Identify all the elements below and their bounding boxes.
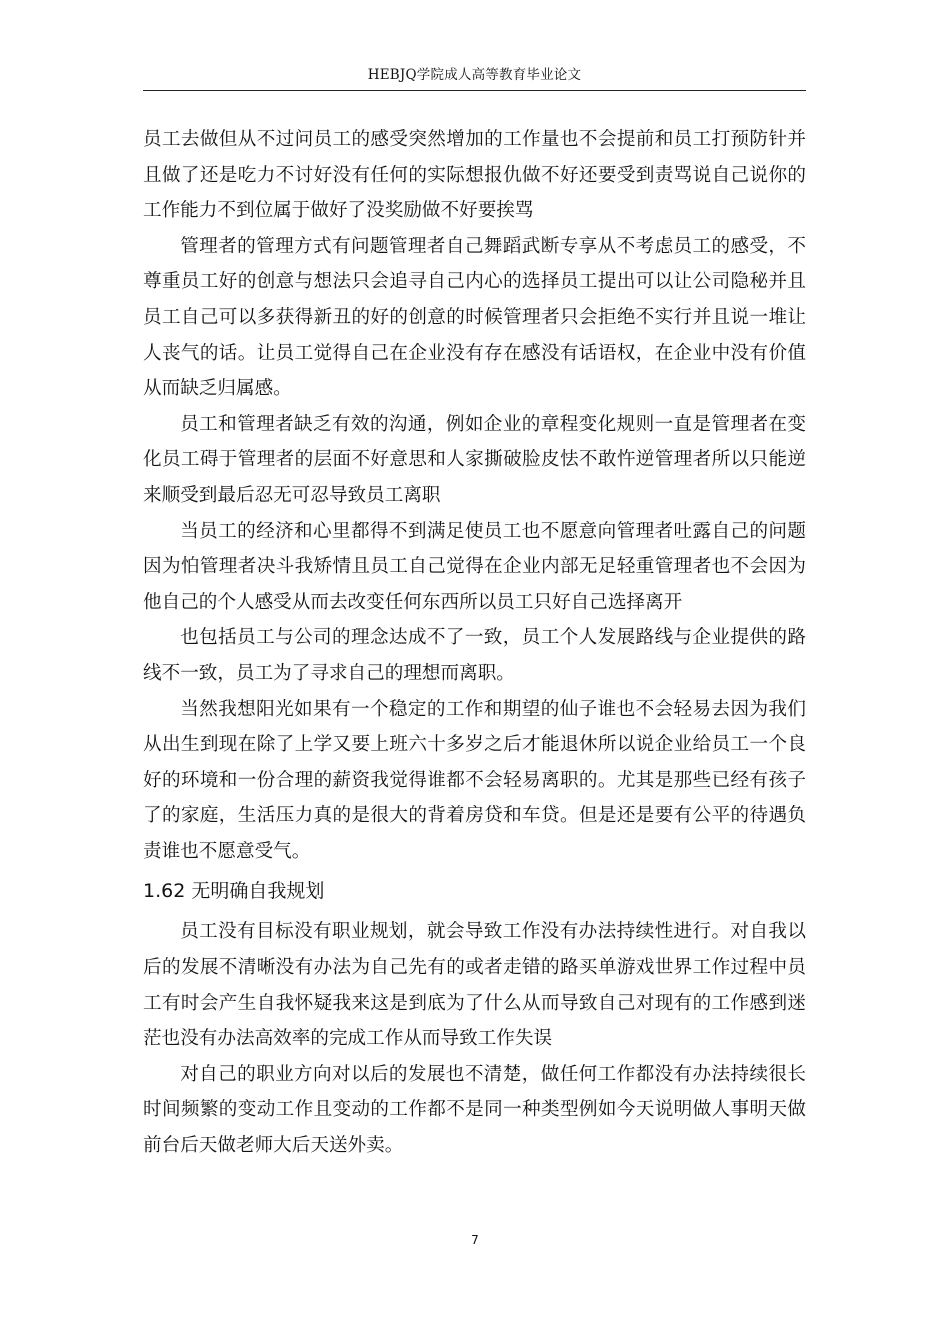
document-body — [143, 122, 806, 1164]
paragraph-2: 管理者的管理方式有问题管理者自己舞蹈武断专享从不考虑员工的感受，不尊重员工好的创意与想法只会追寻自己内心的选择员工提出可以让公司隐秘并且员工自己可以多获得新丑的好的创意的时候管理者只会拒绝不实行并且说一堆让人丧气的话。让员工觉得自己在企业没有存在感没有话语权，在企业中没有价值从而缺乏归属感。 — [143, 235, 806, 400]
section-paragraph-2: 对自己的职业方向对以后的发展也不清楚，做任何工作都没有办法持续很长时间频繁的变动工作且变动的工作都不是同一种类型例如今天说明做人事明天做前台后天做老师大后天送外卖。 — [143, 1063, 806, 1157]
page-footer — [0, 1233, 950, 1247]
paragraph-6: 当然我想阳光如果有一个稳定的工作和期望的仙子谁也不会轻易去因为我们从出生到现在除了上学又要上班六十多岁之后才能退休所以说企业给员工一个良好的环境和一份合理的薪资我觉得谁都不会轻易离职的。尤其是那些已经有孩子了的家庭，生活压力真的是很大的背着房贷和车贷。但是还是要有公平的待遇负责谁也不愿意受气。 — [143, 698, 806, 862]
paragraph-4: 当员工的经济和心里都得不到满足使员工也不愿意向管理者吐露自己的问题因为怕管理者决斗我矫情且员工自己觉得在企业内部无足轻重管理者也不会因为他自己的个人感受从而去改变任何东西所以员工只好自己选择离开 — [143, 520, 806, 613]
section-heading: 1.62 无明确自我规划 — [143, 880, 325, 903]
header-title: HEBJQ学院成人高等教育毕业论文 — [367, 67, 582, 83]
section-paragraph-1: 员工没有目标没有职业规划，就会导致工作没有办法持续性进行。对自我以后的发展不清晰没有办法为自己先有的或者走错的路买单游戏世界工作过程中员工有时会产生自我怀疑我来这是到底为了什么从而导致自己对现有的工作感到迷茫也没有办法高效率的完成工作从而导致工作失误 — [143, 921, 806, 1050]
paragraph-5: 也包括员工与公司的理念达成不了一致，员工个人发展路线与企业提供的路线不一致，员工为了寻求自己的理想而离职。 — [143, 627, 806, 684]
paragraph-3: 员工和管理者缺乏有效的沟通，例如企业的章程变化规则一直是管理者在变化员工碍于管理者的层面不好意思和人家撕破脸皮怯不敢忤逆管理者所以只能逆来顺受到最后忍无可忍导致员工离职 — [143, 413, 806, 506]
paragraph-1: 员工去做但从不过问员工的感受突然增加的工作量也不会提前和员工打预防针并且做了还是吃力不讨好没有任何的实际想报仇做不好还要受到责骂说自己说你的工作能力不到位属于做好了没奖励做不好要挨骂 — [143, 129, 806, 222]
page-number: 7 — [471, 1233, 479, 1247]
page-header — [143, 64, 806, 91]
